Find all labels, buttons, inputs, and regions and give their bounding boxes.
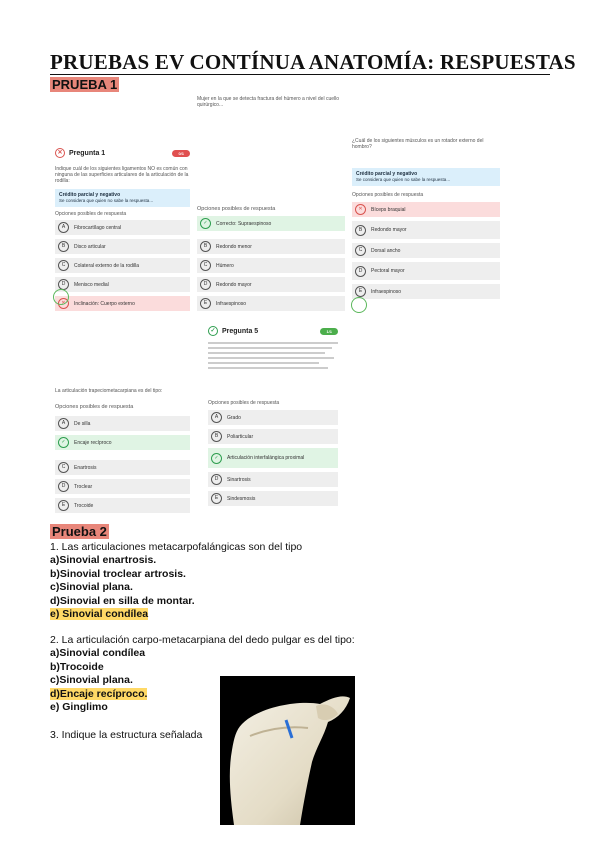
option-a[interactable]: A Grado	[208, 410, 338, 425]
info-box	[352, 168, 500, 186]
question-text: Indique cuál de los siguientes ligamentos NO es común con ninguna de las superficies articulares de la articulación de la rodilla:	[55, 166, 189, 184]
correct-answer-ring	[53, 289, 69, 305]
wrong-icon: ✕	[355, 204, 366, 215]
option-d[interactable]: D Sinartrosis	[208, 472, 338, 487]
q1-option-a: a)Sinovial enartrosis.	[50, 554, 157, 567]
q2-answer: d)Encaje recíproco.	[50, 687, 148, 700]
check-icon: ✓	[211, 453, 222, 464]
options-label: Opciones posibles de respuesta	[55, 404, 134, 410]
wrong-icon: ✕	[55, 148, 65, 158]
question-header	[55, 148, 190, 158]
option-e[interactable]: E Sindesmosis	[208, 491, 338, 506]
option-e[interactable]: ✕ Inclinación: Cuerpo externo	[55, 296, 190, 311]
option-c[interactable]: C Colateral externo de la rodilla	[55, 258, 190, 273]
option-a[interactable]: A Fibrocartílago central	[55, 220, 190, 235]
info-text: Se considera que quien no sabe la respuesta...	[356, 177, 451, 182]
wrong-icon: ✕	[58, 298, 69, 309]
check-icon: ✓	[58, 437, 69, 448]
info-box	[55, 189, 190, 207]
q2-option-e: e) Ginglimo	[50, 701, 108, 714]
options-label: Opciones posibles de respuesta	[55, 211, 127, 217]
question-number: Pregunta 5	[222, 327, 259, 335]
question-number: Pregunta 1	[69, 149, 106, 157]
option-d[interactable]: D Pectoral mayor	[352, 262, 500, 280]
prueba-2-label: Prueba 2	[52, 524, 107, 539]
option-e[interactable]: E Infraespinoso	[197, 296, 345, 311]
scapula-image	[220, 676, 355, 825]
option-b[interactable]: B Poliarticular	[208, 429, 338, 444]
q1-answer: e) Sinovial condílea	[50, 608, 149, 621]
option-correct[interactable]: ✓ Correcto: Supraespinoso	[197, 216, 345, 231]
screenshot-middle-top	[197, 96, 345, 326]
prueba-1-label: PRUEBA 1	[52, 77, 118, 92]
score-badge: 1/1	[320, 328, 338, 335]
scapula-photo	[220, 676, 355, 825]
option-c[interactable]: C Enartrosis	[55, 460, 190, 475]
question-text: La articulación trapeciometacarpiana es del tipo:	[55, 388, 163, 394]
option-e[interactable]: E Trocoide	[55, 498, 190, 513]
screenshot-left-lower	[55, 388, 190, 518]
correct-answer-ring	[351, 297, 367, 313]
question-3-stem: 3. Indique la estructura señalada	[50, 729, 203, 741]
info-text: Se considera que quien no sabe la respuesta...	[59, 198, 154, 203]
option-c[interactable]: C Húmero	[197, 258, 345, 273]
option-c[interactable]: C Dorsal ancho	[352, 243, 500, 258]
question-1	[50, 541, 570, 621]
option-a[interactable]: A De silla	[55, 416, 190, 431]
screenshot-middle-bottom	[208, 326, 338, 522]
options-label: Opciones posibles de respuesta	[352, 192, 424, 198]
question-text: Mujer en la que se detecta fractura del húmero a nivel del cuello quirúrgico...	[197, 96, 340, 108]
option-b[interactable]: B Redondo menor	[197, 239, 345, 254]
q1-option-d: d)Sinovial en silla de montar.	[50, 594, 195, 607]
question-2-stem: 2. La articulación carpo-metacarpiana del dedo pulgar es del tipo:	[50, 634, 355, 646]
options-label: Opciones posibles de respuesta	[208, 400, 280, 406]
screenshot-right-card	[352, 138, 500, 328]
q2-option-a: a)Sinovial condílea	[50, 647, 146, 660]
info-title: Crédito parcial y negativo	[356, 171, 418, 177]
option-correct[interactable]: ✓ Encaje recíproco	[55, 435, 190, 450]
option-a[interactable]: ✕ Bíceps braquial	[352, 202, 500, 217]
question-1-stem: 1. Las articulaciones metacarpofalángicas son del tipo	[50, 541, 303, 553]
q2-option-b: b)Trocoide	[50, 660, 104, 673]
question-text: ¿Cuál de los siguientes músculos es un rotador externo del hombro?	[352, 138, 484, 150]
option-d[interactable]: D Troclear	[55, 479, 190, 494]
option-e[interactable]: E Infraespinoso	[352, 284, 500, 299]
score-badge: 0/1	[172, 150, 190, 157]
options-label: Opciones posibles de respuesta	[197, 206, 276, 212]
page-title: PRUEBAS EV CONTÍNUA ANATOMÍA: RESPUESTAS	[50, 50, 576, 74]
option-d[interactable]: D Menisco medial	[55, 277, 190, 292]
option-b[interactable]: B Disco articular	[55, 239, 190, 254]
q1-option-c: c)Sinovial plana.	[50, 581, 133, 594]
option-correct[interactable]: ✓ Articulación interfalángica proximal	[208, 448, 338, 468]
screenshot-left-card	[55, 148, 190, 328]
check-icon: ✓	[208, 326, 218, 336]
q2-option-c: c)Sinovial plana.	[50, 674, 133, 687]
question-text-block	[208, 342, 338, 392]
info-title: Crédito parcial y negativo	[59, 192, 121, 198]
q1-option-b: b)Sinovial troclear artrosis.	[50, 567, 186, 580]
question-header	[208, 326, 338, 336]
check-icon: ✓	[200, 218, 211, 229]
option-d[interactable]: D Redondo mayor	[197, 277, 345, 292]
option-b[interactable]: B Redondo mayor	[352, 221, 500, 239]
